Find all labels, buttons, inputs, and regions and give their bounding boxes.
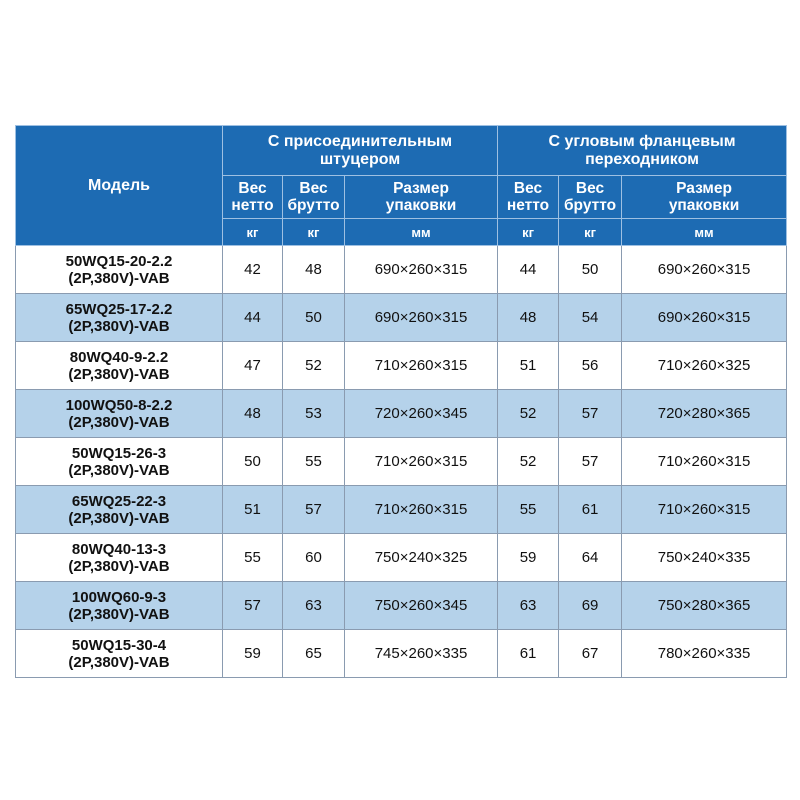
flange-gross-weight-cell: 54: [559, 294, 622, 342]
flange-package-size-cell: 720×280×365: [622, 390, 787, 438]
fitting-net-weight-cell: 48: [223, 390, 283, 438]
unit-kg: кг: [283, 219, 345, 246]
fitting-gross-weight-cell: 63: [283, 582, 345, 630]
fitting-package-size-cell: 750×260×345: [345, 582, 498, 630]
flange-net-weight-cell: 63: [498, 582, 559, 630]
fitting-gross-weight-cell: 65: [283, 630, 345, 678]
table-row: [16, 342, 787, 390]
header-label-line: Размер: [676, 180, 732, 197]
model-cell: [16, 630, 223, 678]
header-fitting-net-weight: [223, 176, 283, 219]
header-label-line: Вес: [575, 180, 605, 197]
model-cell: [16, 486, 223, 534]
header-label-line: брутто: [287, 197, 340, 214]
flange-package-size-cell: 780×260×335: [622, 630, 787, 678]
header-label-line: нетто: [231, 197, 274, 214]
header-label-line: брутто: [563, 197, 617, 214]
unit-mm: мм: [622, 219, 787, 246]
model-name-line: (2P,380V)-VAB: [68, 461, 170, 479]
model-name-line: (2P,380V)-VAB: [68, 557, 170, 575]
header-group-flange-line-1: С угловым фланцевым: [548, 132, 736, 150]
unit-mm: мм: [345, 219, 498, 246]
unit-kg: кг: [498, 219, 559, 246]
flange-package-size-cell: 750×280×365: [622, 582, 787, 630]
fitting-net-weight-cell: 55: [223, 534, 283, 582]
fitting-net-weight-cell: 50: [223, 438, 283, 486]
table-row: [16, 582, 787, 630]
fitting-net-weight-cell: 42: [223, 246, 283, 294]
flange-package-size-cell: 710×260×315: [622, 438, 787, 486]
model-name-line: 100WQ50-8-2.2: [65, 396, 173, 414]
header-label-line: нетто: [506, 197, 550, 214]
model-name-line: 50WQ15-30-4: [71, 636, 167, 654]
model-name-line: (2P,380V)-VAB: [68, 269, 170, 287]
table-row: [16, 390, 787, 438]
header-group-flange: [498, 126, 787, 176]
flange-net-weight-cell: 61: [498, 630, 559, 678]
fitting-gross-weight-cell: 57: [283, 486, 345, 534]
flange-package-size-cell: 690×260×315: [622, 246, 787, 294]
flange-net-weight-cell: 48: [498, 294, 559, 342]
fitting-net-weight-cell: 59: [223, 630, 283, 678]
model-cell: [16, 438, 223, 486]
model-cell: [16, 390, 223, 438]
fitting-package-size-cell: 710×260×315: [345, 342, 498, 390]
flange-package-size-cell: 710×260×325: [622, 342, 787, 390]
model-cell: [16, 342, 223, 390]
fitting-net-weight-cell: 44: [223, 294, 283, 342]
model-cell: [16, 534, 223, 582]
model-cell: [16, 294, 223, 342]
flange-package-size-cell: 750×240×335: [622, 534, 787, 582]
model-name-line: (2P,380V)-VAB: [68, 509, 170, 527]
table-row: [16, 486, 787, 534]
table-body: [16, 246, 787, 678]
header-group-fitting-line-1: С присоединительным: [267, 132, 453, 150]
header-flange-gross-weight: [559, 176, 622, 219]
model-name-line: 65WQ25-17-2.2: [65, 300, 173, 318]
fitting-gross-weight-cell: 53: [283, 390, 345, 438]
model-name-line: (2P,380V)-VAB: [68, 413, 170, 431]
model-name-line: 50WQ15-26-3: [71, 444, 167, 462]
header-flange-net-weight: [498, 176, 559, 219]
fitting-package-size-cell: 690×260×315: [345, 294, 498, 342]
fitting-gross-weight-cell: 60: [283, 534, 345, 582]
flange-net-weight-cell: 55: [498, 486, 559, 534]
model-cell: [16, 246, 223, 294]
fitting-gross-weight-cell: 48: [283, 246, 345, 294]
fitting-package-size-cell: 710×260×315: [345, 438, 498, 486]
model-name-line: 80WQ40-13-3: [71, 540, 167, 558]
flange-gross-weight-cell: 67: [559, 630, 622, 678]
fitting-gross-weight-cell: 55: [283, 438, 345, 486]
fitting-net-weight-cell: 47: [223, 342, 283, 390]
header-label-line: Вес: [299, 180, 328, 197]
flange-gross-weight-cell: 64: [559, 534, 622, 582]
flange-net-weight-cell: 59: [498, 534, 559, 582]
fitting-gross-weight-cell: 52: [283, 342, 345, 390]
flange-package-size-cell: 690×260×315: [622, 294, 787, 342]
flange-gross-weight-cell: 56: [559, 342, 622, 390]
model-name-line: 50WQ15-20-2.2: [65, 252, 173, 270]
flange-gross-weight-cell: 57: [559, 438, 622, 486]
fitting-net-weight-cell: 51: [223, 486, 283, 534]
header-label-line: упаковки: [668, 197, 740, 214]
fitting-package-size-cell: 750×240×325: [345, 534, 498, 582]
fitting-package-size-cell: 720×260×345: [345, 390, 498, 438]
table-row: [16, 246, 787, 294]
model-name-line: 65WQ25-22-3: [71, 492, 167, 510]
header-fitting-package-size: [345, 176, 498, 219]
model-name-line: (2P,380V)-VAB: [68, 605, 170, 623]
fitting-package-size-cell: 710×260×315: [345, 486, 498, 534]
flange-net-weight-cell: 44: [498, 246, 559, 294]
table-row: [16, 294, 787, 342]
fitting-gross-weight-cell: 50: [283, 294, 345, 342]
flange-gross-weight-cell: 69: [559, 582, 622, 630]
model-cell: [16, 582, 223, 630]
fitting-package-size-cell: 690×260×315: [345, 246, 498, 294]
unit-kg: кг: [223, 219, 283, 246]
table-row: [16, 438, 787, 486]
header-label-line: Размер: [393, 180, 449, 197]
flange-gross-weight-cell: 61: [559, 486, 622, 534]
model-name-line: 80WQ40-9-2.2: [69, 348, 169, 366]
header-model: Модель: [16, 126, 223, 246]
model-name-line: (2P,380V)-VAB: [68, 653, 170, 671]
table-row: [16, 534, 787, 582]
model-name-line: (2P,380V)-VAB: [68, 365, 170, 383]
flange-net-weight-cell: 51: [498, 342, 559, 390]
header-group-fitting: [223, 126, 498, 176]
flange-gross-weight-cell: 50: [559, 246, 622, 294]
header-fitting-gross-weight: [283, 176, 345, 219]
header-label-line: Вес: [513, 180, 543, 197]
header-flange-package-size: [622, 176, 787, 219]
table-row: [16, 630, 787, 678]
unit-kg: кг: [559, 219, 622, 246]
model-name-line: (2P,380V)-VAB: [68, 317, 170, 335]
flange-package-size-cell: 710×260×315: [622, 486, 787, 534]
header-label-line: упаковки: [385, 197, 457, 214]
flange-net-weight-cell: 52: [498, 390, 559, 438]
fitting-package-size-cell: 745×260×335: [345, 630, 498, 678]
fitting-net-weight-cell: 57: [223, 582, 283, 630]
header-group-fitting-line-2: штуцером: [319, 150, 401, 168]
header-label-line: Вес: [238, 180, 267, 197]
pump-weight-table: [15, 125, 787, 678]
header-group-flange-line-2: переходником: [585, 150, 699, 168]
model-name-line: 100WQ60-9-3: [71, 588, 167, 606]
flange-net-weight-cell: 52: [498, 438, 559, 486]
flange-gross-weight-cell: 57: [559, 390, 622, 438]
